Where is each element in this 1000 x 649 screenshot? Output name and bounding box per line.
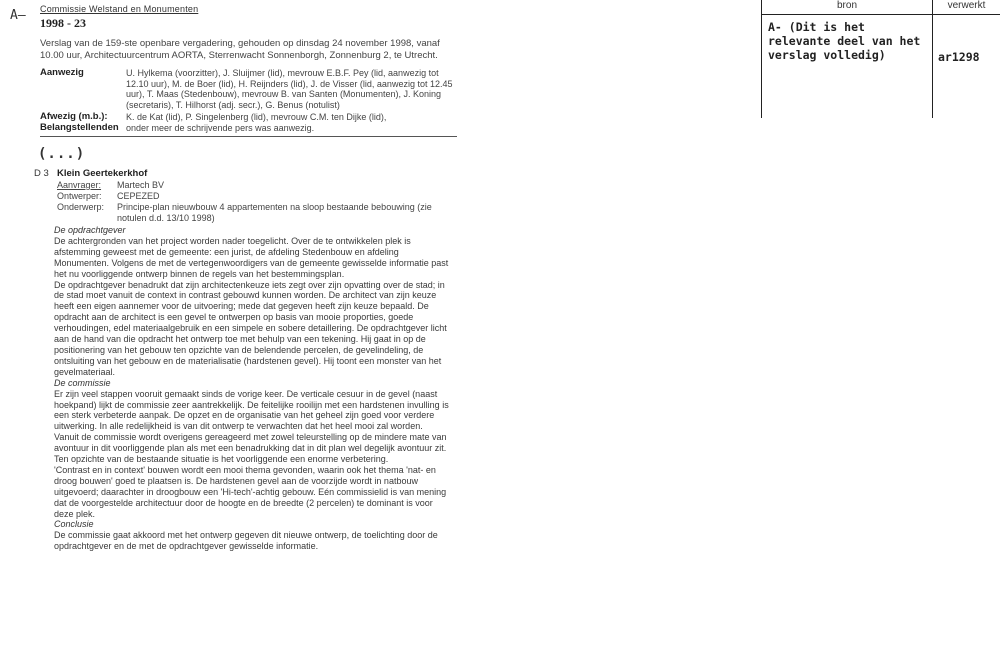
processed-column-header: verwerkt: [947, 0, 986, 11]
conclusion-heading: Conclusie: [54, 519, 94, 530]
designer-row: [57, 191, 457, 202]
present-list: U. Hylkema (voorzitter), J. Sluijmer (lid), mevrouw E.B.F. Pey (lid, aanwezig tot 12.10 uur), M. de Boer (lid), H. Reijnders (lid), J. de Visser (lid, aanwezig tot 12.45 uur), T. Maas (Stedenbouw), mevrouw B. van Santen (Monumenten), J. Koning (secretaris), T. Hilhorst (adj. secr.), G. Benus (notulist): [126, 68, 453, 110]
margin-mark: A–: [10, 8, 26, 23]
applicant-value: Martech BV: [117, 180, 165, 190]
applicant-label: Aanvrager:: [57, 180, 102, 190]
minutes-body: [54, 225, 454, 552]
client-paragraph-1: De achtergronden van het project worden nader toegelicht. Over de te ontwikkelen plek is afstemming geweest met de gemeente: een jurist, de afdeling Stedenbouw en afdeling Monumenten. Volgens de met de vertegenwoordigers van de gemeente gewisselde informatie past het nu voorliggende ontwerp binnen de regels van het bestemmingsplan.: [54, 235, 449, 279]
subject-label: Onderwerp:: [57, 202, 105, 212]
conclusion-paragraph: De commissie gaat akkoord met het ontwerp gegeven dit nieuwe ontwerp, de toelichting door de opdrachtgever en de met de opdrachtgever gewisselde informatie.: [54, 530, 438, 552]
processed-code: ar1298: [938, 50, 980, 64]
commission-paragraph-1: Er zijn veel stappen vooruit gemaakt sinds de vorige keer. De verticale cesuur in de gevel (naast hoekpand) lijkt de commissie zeer aantrekkelijk. De feitelijke rooilijn met een hardstenen invulling is een sterk verbeterde aanpak. De opzet en de organisatie van het geheel zijn goed voor verdere uitwerking. In alle redelijkheid is van dit ontwerp te verwachten dat het heel mooi zal worden.: [54, 388, 449, 432]
stakeholders-label: Belangstellenden: [40, 122, 119, 133]
stakeholders-row: [40, 123, 460, 134]
source-note: A- (Dit is het relevante deel van het verslag volledig): [768, 20, 921, 62]
meeting-intro: Verslag van de 159-ste openbare vergadering, gehouden op dinsdag 24 november 1998, vanaf 10.00 uur, Architectuurcentrum AORTA, Sterrenwacht Sonnenborgh, Zonnenburg 2, te Utrecht.: [40, 38, 440, 61]
stakeholders-text: onder meer de schrijvende pers was aanwezig.: [126, 123, 315, 133]
designer-value: CEPEZED: [117, 191, 160, 201]
designer-label: Ontwerper:: [57, 191, 102, 201]
subject-value: Principe-plan nieuwbouw 4 appartementen na sloop bestaande bebouwing (zie notulen d.d. 13/10 1998): [117, 202, 432, 223]
applicant-row: [57, 180, 457, 191]
present-row: [40, 68, 460, 112]
omission-mark: (...): [38, 146, 86, 162]
commission-paragraph-2: Vanuit de commissie wordt overigens gereageerd met zowel teleurstelling op de mindere mate van avontuur in dit voorliggende plan als met een benadrukking dat in dit plan wel degelijk avontuur zit. Ten opzichte van de bestaande situatie is het voorliggende een enorme verbetering.: [54, 432, 447, 465]
stamp-table-column-divider: [932, 0, 933, 118]
source-column-header: bron: [836, 0, 857, 11]
organization-name: Commissie Welstand en Monumenten: [40, 4, 199, 14]
client-heading: De opdrachtgever: [54, 225, 126, 235]
header-divider: [40, 136, 457, 137]
client-paragraph-2: De opdrachtgever benadrukt dat zijn architectenkeuze iets zegt over zijn opvatting over de stad; in de stad moet vanuit de context in contrast gebouwd kunnen worden. De architect van zijn keuze heeft een eigen aannemer voor de uitvoering; mede dat gegeven heeft zijn keuze bepaald. De opdracht aan de architect is een gevel te ontwerpen op basis van mooie proporties, goede verhoudingen, edel materiaalgebruik en een simpele en sobere detaillering. De opdrachtgever licht aan de hand van die opdracht het ontwerp toe met behulp van een tekening. Hij gaat in op de positionering van het gebouw ten opzichte van de belendende percelen, de gevelindeling, de ontsluiting van het gebouw en de materialisatie (hardstenen gevel). Hij toont een monster van het gevelmateriaal.: [54, 279, 447, 377]
report-number: 1998 - 23: [40, 16, 86, 30]
absent-label: Afwezig (m.b.):: [40, 111, 108, 122]
subject-row: [57, 202, 457, 224]
commission-paragraph-3: 'Contrast en in context' bouwen wordt een mooi thema gevonden, waarin ook het thema 'nat- en droog bouwen' goed te plaatsen is. De hardstenen gevel aan de voorzijde wordt in natbouw uitgevoerd; daarachter in droogbouw een 'Hi-tech'-achtig gebouw. Eén commissielid is van mening dat de voorgestelde architectuur door de hoogte en de breedte (2 percelen) te dominant is voor deze plek.: [54, 464, 447, 519]
absent-list: K. de Kat (lid), P. Singelenberg (lid), mevrouw C.M. ten Dijke (lid),: [126, 112, 387, 122]
commission-heading: De commissie: [54, 377, 111, 388]
item-title: Klein Geertekerkhof: [57, 168, 148, 179]
item-code: D 3: [34, 168, 49, 179]
present-label: Aanwezig: [40, 67, 84, 78]
stamp-table-left-border: [761, 0, 762, 118]
